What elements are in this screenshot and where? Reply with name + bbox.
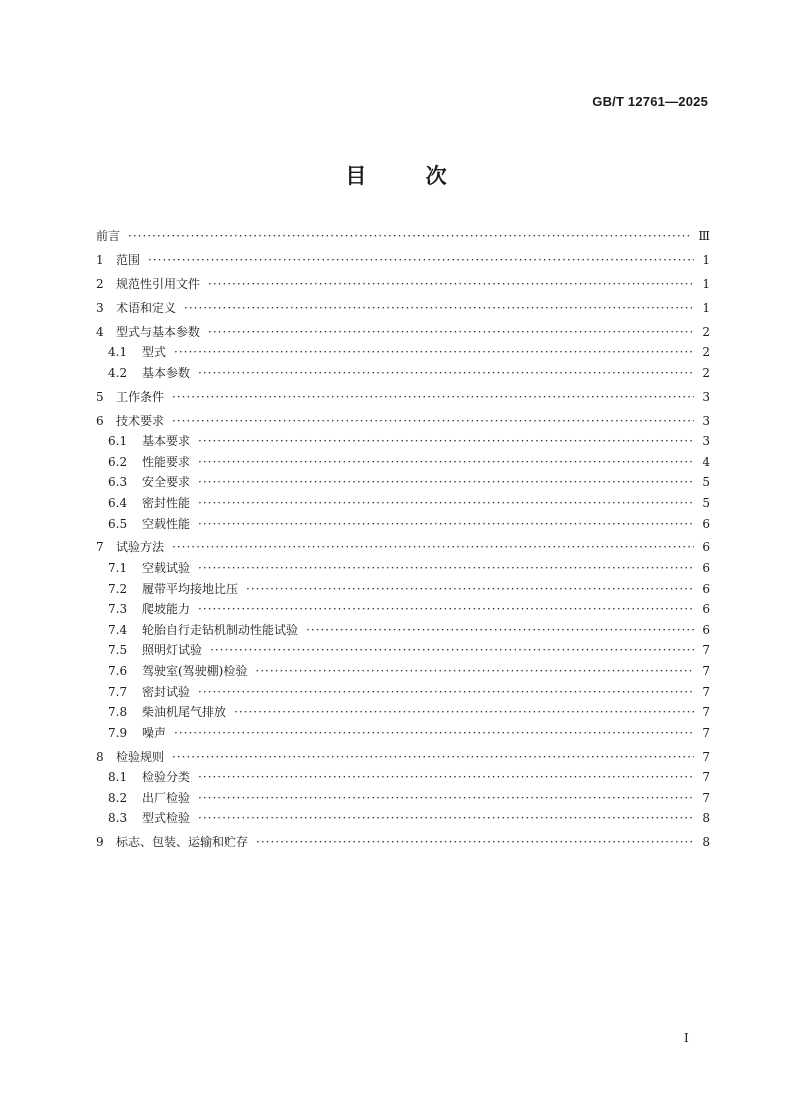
toc-entry-page: 3 [702,389,710,404]
page-number: I [684,1031,689,1045]
toc-entry[interactable] [96,411,710,432]
toc-dot-leader [256,832,694,853]
toc-dot-leader [246,579,694,600]
toc-dot-leader [198,493,694,514]
toc-entry-title: 技术要求 [116,413,165,428]
toc-entry[interactable] [96,322,710,343]
toc-entry-title: 照明灯试验 [142,643,203,658]
toc-dot-leader [210,640,694,661]
toc-entry-page: 5 [702,495,710,510]
toc-entry-title: 密封试验 [142,684,191,699]
toc-entry-number: 5 [96,389,104,404]
toc-entry-page: 2 [702,365,710,380]
toc-entry-page: 7 [702,790,710,805]
toc-entry[interactable] [96,514,710,535]
toc-entry[interactable] [96,767,710,788]
toc-entry-number: 7.2 [108,581,128,596]
toc-entry-number: 7.6 [108,663,128,678]
toc-dot-leader [255,661,694,682]
toc-dot-leader [198,767,694,788]
toc-entry-title: 检验分类 [142,770,191,785]
toc-entry-number: 7.1 [108,560,128,575]
toc-entry-page: 8 [702,811,710,826]
toc-entry-title: 爬坡能力 [142,602,191,617]
toc-entry[interactable] [96,599,710,620]
toc-dot-leader [172,387,694,408]
toc-entry[interactable] [96,226,710,247]
toc-entry-title: 履带平均接地比压 [142,581,239,596]
toc-dot-leader [198,472,694,493]
toc-entry-page: 3 [702,413,710,428]
toc-entry-page: 7 [702,663,710,678]
toc-entry-page: 8 [702,835,710,850]
toc-entry[interactable] [96,363,710,384]
toc-entry-page: 2 [702,324,710,339]
toc-entry-page: 1 [702,252,710,267]
toc-entry[interactable] [96,452,710,473]
toc-entry-title: 基本参数 [142,365,191,380]
toc-entry[interactable] [96,493,710,514]
toc-entry-page: 7 [702,725,710,740]
toc-entry-number: 9 [96,835,104,850]
toc-entry-page: 7 [702,705,710,720]
toc-entry[interactable] [96,702,710,723]
toc-entry-title: 标志、包装、运输和贮存 [116,835,249,850]
toc-entry-page: 3 [702,434,710,449]
toc-entry[interactable] [96,579,710,600]
toc-dot-leader [148,250,694,271]
toc-entry-number: 6 [96,413,104,428]
toc-entry-number: 8.3 [108,811,128,826]
toc-entry-title: 规范性引用文件 [116,276,201,291]
toc-dot-leader [198,363,694,384]
toc-entry[interactable] [96,808,710,829]
toc-entry-page: 2 [702,345,710,360]
toc-entry-page: 7 [702,684,710,699]
toc-entry-title: 安全要求 [142,475,191,490]
toc-entry-page: 6 [702,540,710,555]
toc-entry[interactable] [96,620,710,641]
toc-dot-leader [208,274,694,295]
toc-entry-title: 型式检验 [142,811,191,826]
toc-entry-number: 6.5 [108,516,128,531]
toc-entry[interactable] [96,537,710,558]
toc-entry-page: 1 [702,276,710,291]
toc-entry-page: 7 [702,749,710,764]
toc-entry-title: 前言 [96,229,121,243]
toc-entry-number: 6.4 [108,495,128,510]
toc-entry-page: 7 [702,770,710,785]
toc-dot-leader [174,723,694,744]
toc-dot-leader [198,808,694,829]
toc-dot-leader [198,682,694,703]
toc-entry-title: 出厂检验 [142,790,191,805]
toc-entry[interactable] [96,747,710,768]
toc-dot-leader [174,342,694,363]
toc-entry[interactable] [96,342,710,363]
toc-entry[interactable] [96,298,710,319]
toc-entry-title: 密封性能 [142,495,191,510]
toc-entry[interactable] [96,640,710,661]
toc-entry-number: 4.1 [108,345,128,360]
toc-entry-number: 8.2 [108,790,128,805]
toc-entry[interactable] [96,558,710,579]
toc-entry-number: 3 [96,300,104,315]
toc-entry-page: 6 [702,602,710,617]
toc-entry-title: 基本要求 [142,434,191,449]
toc-dot-leader [172,747,694,768]
toc-entry[interactable] [96,832,710,853]
toc-entry-page: 7 [702,643,710,658]
toc-entry-page: 4 [702,454,710,469]
toc-entry-page: 1 [702,300,710,315]
toc-entry-title: 柴油机尾气排放 [142,705,227,720]
toc-dot-leader [208,322,694,343]
toc-entry-page: 6 [702,581,710,596]
toc-entry-number: 6.2 [108,454,128,469]
toc-entry-number: 7.8 [108,705,128,720]
toc-dot-leader [172,537,694,558]
toc-entry-page: 6 [702,560,710,575]
toc-entry[interactable] [96,431,710,452]
toc-entry-page: Ⅲ [698,229,710,243]
toc-entry-title: 工作条件 [116,389,165,404]
toc-dot-leader [172,411,694,432]
toc-entry-title: 轮胎自行走钻机制动性能试验 [142,622,299,637]
toc-entry-number: 8.1 [108,770,128,785]
toc-dot-leader [198,431,694,452]
toc-entry-number: 7.7 [108,684,128,699]
toc-entry[interactable] [96,682,710,703]
toc-entry[interactable] [96,387,710,408]
toc-entry-title: 范围 [116,252,141,267]
toc-entry-number: 7.9 [108,725,128,740]
toc-dot-leader [198,599,694,620]
toc-entry-number: 4.2 [108,365,128,380]
toc-entry-number: 4 [96,324,104,339]
toc-entry[interactable] [96,274,710,295]
toc-entry-number: 7.4 [108,622,128,637]
toc-entry[interactable] [96,472,710,493]
standard-code: GB/T 12761—2025 [592,94,708,109]
toc-entry-number: 1 [96,252,104,267]
toc-entry-number: 6.3 [108,475,128,490]
toc-entry-title: 术语和定义 [116,300,177,315]
toc-entry-number: 7.5 [108,643,128,658]
page-title: 目 次 [345,164,473,188]
toc-entry-title: 型式 [142,345,167,360]
toc-entry[interactable] [96,250,710,271]
toc-entry-number: 2 [96,276,104,291]
toc-entry-title: 性能要求 [142,454,191,469]
toc-entry[interactable] [96,661,710,682]
toc-dot-leader [198,514,694,535]
toc-entry-title: 试验方法 [116,540,165,555]
toc-dot-leader [198,452,694,473]
toc-dot-leader [306,620,694,641]
toc-entry-title: 驾驶室(驾驶棚)检验 [142,663,248,678]
toc-entry-number: 6.1 [108,434,128,449]
toc-dot-leader [234,702,694,723]
toc-entry-number: 7.3 [108,602,128,617]
toc-dot-leader [198,788,694,809]
toc-entry-page: 6 [702,622,710,637]
toc-dot-leader [128,226,692,247]
toc-entry-title: 型式与基本参数 [116,324,201,339]
toc-dot-leader [184,298,694,319]
toc-entry[interactable] [96,788,710,809]
toc-entry-number: 7 [96,540,104,555]
toc-dot-leader [198,558,694,579]
toc-entry-title: 检验规则 [116,749,165,764]
toc-entry-title: 空载试验 [142,560,191,575]
toc-entry-number: 8 [96,749,104,764]
toc-entry-title: 空载性能 [142,516,191,531]
toc-entry-title: 噪声 [142,725,167,740]
toc-entry-page: 5 [702,475,710,490]
table-of-contents [96,226,710,853]
toc-entry-page: 6 [702,516,710,531]
toc-entry[interactable] [96,723,710,744]
